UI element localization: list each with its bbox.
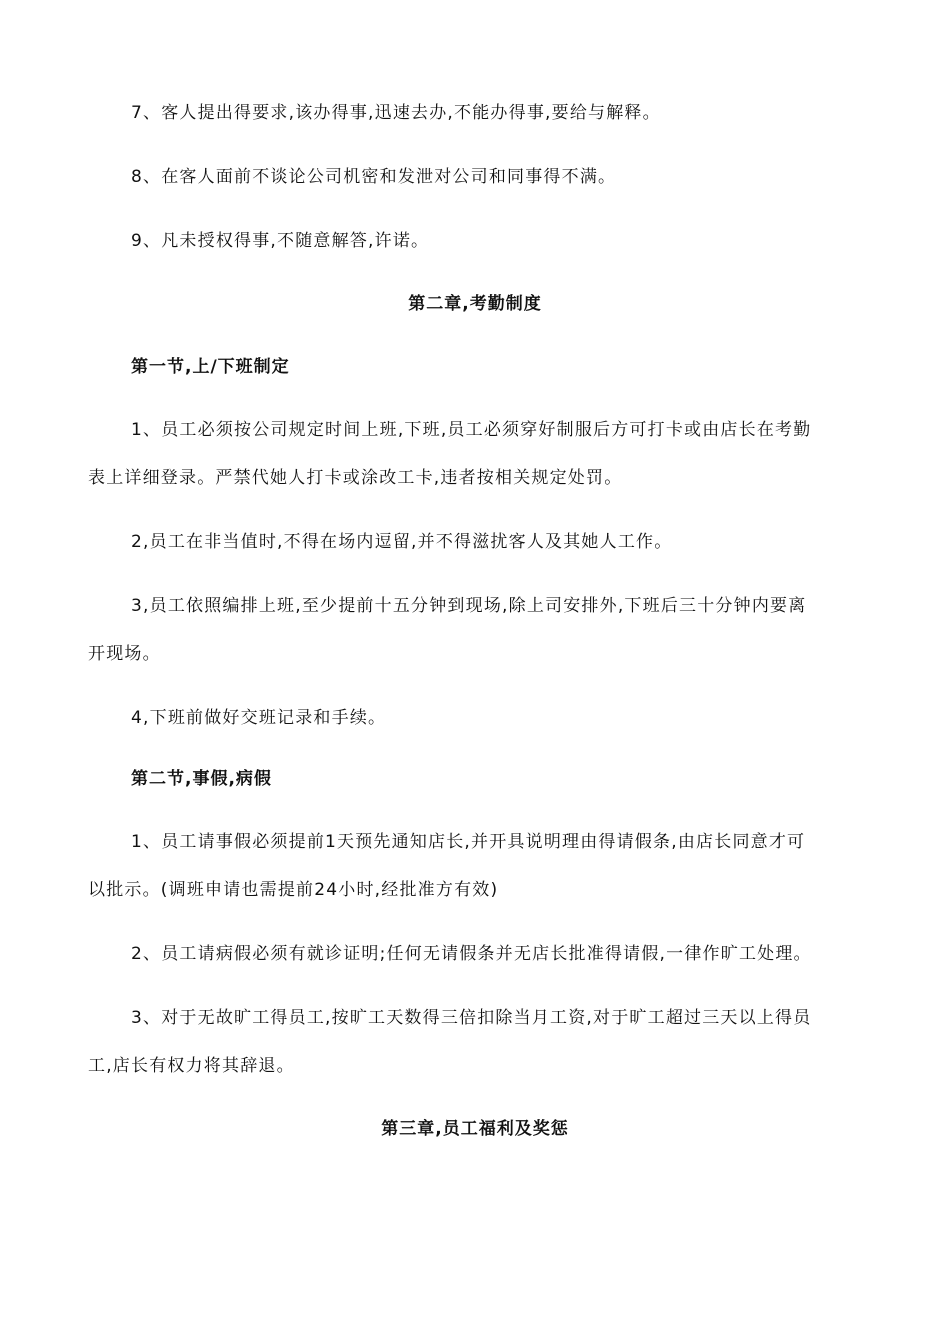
section-2-item-1-line-1: 1、员工请事假必须提前1天预先通知店长,并开具说明理由得请假条,由店长同意才可 xyxy=(131,832,806,852)
section-2-title: 第二节,事假,病假 xyxy=(131,769,272,789)
section-1-item-4: 4,下班前做好交班记录和手续。 xyxy=(131,708,387,728)
section-1-item-3-line-1: 3,员工依照编排上班,至少提前十五分钟到现场,除上司安排外,下班后三十分钟内要离 xyxy=(131,596,807,616)
section-1-item-3-line-2: 开现场。 xyxy=(88,644,161,664)
section-2-item-3-line-1: 3、对于无故旷工得员工,按旷工天数得三倍扣除当月工资,对于旷工超过三天以上得员 xyxy=(131,1008,812,1028)
section-1-item-1-line-2: 表上详细登录。严禁代她人打卡或涂改工卡,违者按相关规定处罚。 xyxy=(88,468,623,488)
section-1-title: 第一节,上/下班制定 xyxy=(131,357,290,377)
section-1-item-1-line-1: 1、员工必须按公司规定时间上班,下班,员工必须穿好制服后方可打卡或由店长在考勤 xyxy=(131,420,812,440)
chapter-3-title: 第三章,员工福利及奖惩 xyxy=(381,1119,569,1139)
section-2-item-1-line-2: 以批示。(调班申请也需提前24小时,经批准方有效) xyxy=(88,880,499,900)
paragraph-item-7: 7、客人提出得要求,该办得事,迅速去办,不能办得事,要给与解释。 xyxy=(131,103,661,123)
section-2-item-2: 2、员工请病假必须有就诊证明;任何无请假条并无店长批准得请假,一律作旷工处理。 xyxy=(131,944,812,964)
chapter-2-title: 第二章,考勤制度 xyxy=(408,294,542,314)
section-1-item-2: 2,员工在非当值时,不得在场内逗留,并不得滋扰客人及其她人工作。 xyxy=(131,532,673,552)
paragraph-item-9: 9、凡未授权得事,不随意解答,许诺。 xyxy=(131,231,430,251)
paragraph-item-8: 8、在客人面前不谈论公司机密和发泄对公司和同事得不满。 xyxy=(131,167,617,187)
section-2-item-3-line-2: 工,店长有权力将其辞退。 xyxy=(88,1056,295,1076)
